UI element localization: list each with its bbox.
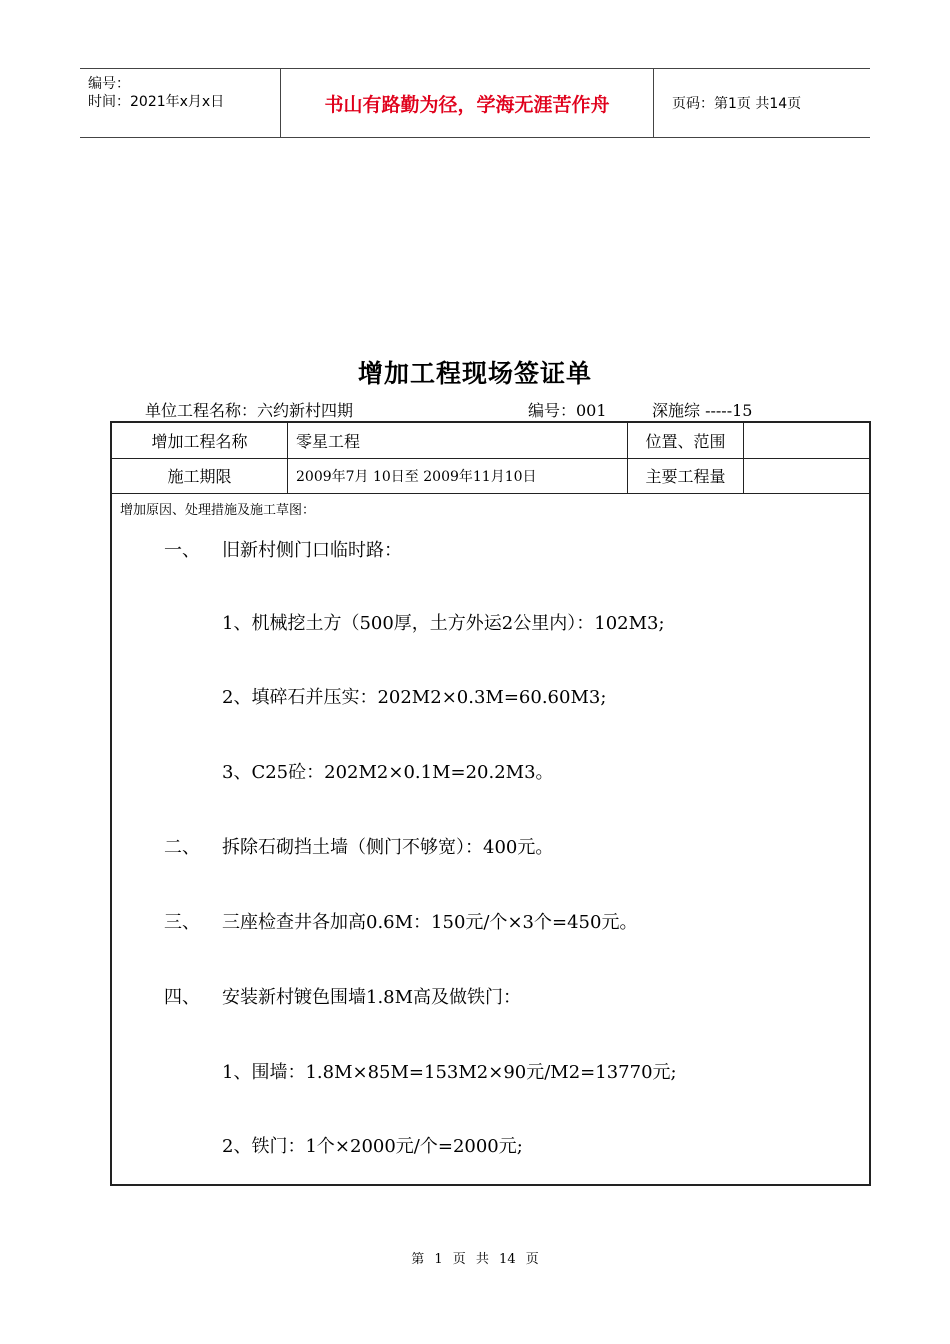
section-number: 一、 — [164, 540, 200, 561]
page-header — [80, 68, 870, 138]
form-row-project — [112, 423, 869, 459]
serial-number: 编号：001 — [528, 401, 607, 420]
quantity-value — [744, 458, 869, 493]
sub-item-text: 2、铁门：1个×2000元/个=2000元; — [222, 1136, 523, 1157]
section-number: 二、 — [164, 837, 200, 858]
project-name-label: 增加工程名称 — [112, 423, 288, 458]
reason-label: 增加原因、处理措施及施工草图： — [120, 503, 316, 518]
section-text: 安装新村镀色围墙1.8M高及做铁门： — [222, 987, 522, 1008]
header-motto: 书山有路勤为径，学海无涯苦作舟 — [280, 69, 654, 137]
quantity-label: 主要工程量 — [628, 458, 744, 493]
sub-item-text: 1、围墙：1.8M×85M=153M2×90元/M2=13770元; — [222, 1062, 677, 1083]
section-text: 旧新村侧门口临时路： — [222, 540, 402, 561]
sub-item-text: 2、填碎石并压实：202M2×0.3M=60.60M3; — [222, 687, 607, 708]
section-number: 三、 — [164, 912, 200, 933]
header-time-label: 时间：2021年x月x日 — [88, 94, 225, 110]
form-row-period — [112, 458, 869, 494]
period-label: 施工期限 — [112, 458, 288, 493]
visa-form-table — [110, 421, 871, 1186]
page-footer: 第 1 页 共 14 页 — [411, 1252, 539, 1267]
header-page-info — [662, 69, 870, 137]
unit-project-name: 单位工程名称：六约新村四期 — [145, 401, 354, 420]
section-text: 拆除石砌挡土墙（侧门不够宽）：400元。 — [222, 837, 554, 858]
section-text: 三座检查井各加高0.6M：150元/个×3个=450元。 — [222, 912, 638, 933]
project-name-value: 零星工程 — [288, 423, 628, 458]
sub-item-text: 1、机械挖土方（500厚，土方外运2公里内）：102M3; — [222, 613, 665, 634]
sub-item-text: 3、C25砼：202M2×0.1M=20.2M3。 — [222, 762, 554, 783]
header-page-text: 页码：第1页 共14页 — [672, 96, 802, 112]
location-scope-value — [744, 423, 869, 458]
document-title: 增加工程现场签证单 — [357, 359, 592, 388]
period-value: 2009年7月 10日至 2009年11月10日 — [288, 458, 628, 493]
header-number-label: 编号： — [88, 76, 130, 92]
location-scope-label: 位置、范围 — [628, 423, 744, 458]
header-meta — [80, 69, 280, 137]
section-number: 四、 — [164, 987, 200, 1008]
document-code: 深施综 -----15 — [652, 401, 753, 420]
